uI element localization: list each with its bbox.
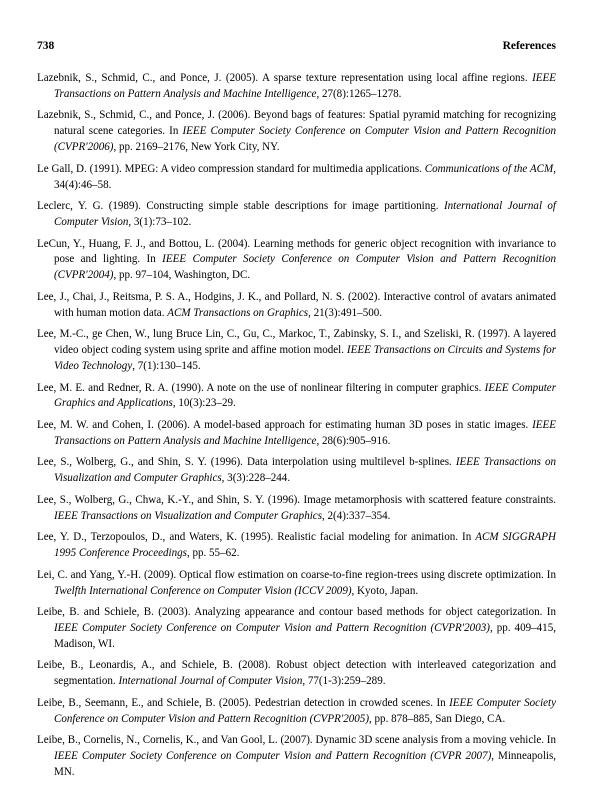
reference-list	[37, 71, 556, 786]
reference-details: , 34(4):46–58.	[54, 162, 557, 191]
reference-venue: IEEE Transactions on Pattern Analysis and Machine Intelligence	[54, 72, 556, 100]
reference-details: , pp. 878–885, San Diego, CA.	[369, 712, 506, 725]
reference-authors-title: Lee, M.-C., ge Chen, W., lung Bruce Lin, C., Gu, C., Markoc, T., Zabinsky, S. I., and Szeliski, R. (1997). A layered video object coding system using sprite and affine motion model.	[37, 328, 556, 357]
reference-venue: IEEE Computer Society Conference on Computer Vision and Pattern Recognition (CVPR 2007)	[54, 750, 492, 763]
reference-entry	[37, 71, 556, 103]
reference-entry	[37, 568, 556, 600]
reference-entry	[37, 381, 556, 413]
reference-details: , 27(8):1265–1278.	[316, 87, 402, 100]
reference-details: , Kyoto, Japan.	[351, 584, 419, 597]
reference-entry	[37, 455, 556, 487]
reference-venue: IEEE Transactions on Circuits and Systems for Video Technology	[54, 344, 556, 373]
reference-details: , 7(1):130–145.	[132, 360, 201, 373]
reference-entry	[37, 658, 556, 690]
reference-authors-title: Leibe, B., Seemann, E., and Schiele, B. (2005). Pedestrian detection in crowded scenes. In	[37, 696, 450, 709]
reference-venue: IEEE Computer Graphics and Applications	[54, 381, 556, 410]
reference-details: , pp. 409–415, Madison, WI.	[54, 621, 556, 650]
reference-details: , 21(3):491–500.	[308, 306, 383, 319]
reference-entry	[37, 493, 556, 525]
reference-details: , Minneapolis, MN.	[54, 750, 557, 778]
reference-authors-title: LeCun, Y., Huang, F. J., and Bottou, L. (2004). Learning methods for generic object recognition with invariance to pose and lighting. In	[37, 237, 556, 266]
reference-details: , 28(6):905–916.	[316, 434, 391, 447]
reference-entry	[37, 418, 556, 450]
reference-authors-title: Leibe, B., Leonardis, A., and Schiele, B. (2008). Robust object detection with interleaved categorization and segmentation.	[37, 659, 556, 688]
reference-entry	[37, 199, 556, 231]
reference-authors-title: Lei, C. and Yang, Y.-H. (2009). Optical flow estimation on coarse-to-fine region-trees using discrete optimization. In	[37, 568, 556, 581]
reference-entry	[37, 162, 556, 194]
page-number: 738	[37, 40, 55, 52]
reference-venue: International Journal of Computer Vision	[54, 200, 557, 229]
reference-details: , 3(1):73–102.	[128, 216, 192, 229]
reference-details: , 77(1-3):259–289.	[302, 675, 386, 688]
reference-venue: ACM SIGGRAPH 1995 Conference Proceedings	[54, 531, 556, 560]
reference-entry	[37, 733, 556, 781]
reference-authors-title: Lee, S., Wolberg, G., and Shin, S. Y. (1996). Data interpolation using multilevel b-splines.	[37, 456, 456, 469]
reference-authors-title: Leibe, B., Cornelis, N., Cornelis, K., and Van Gool, L. (2007). Dynamic 3D scene analysis from a moving vehicle. In	[37, 734, 556, 747]
reference-venue: IEEE Computer Society Conference on Computer Vision and Pattern Recognition (CVPR'2006)	[54, 125, 556, 154]
reference-details: , 10(3):23–29.	[172, 397, 236, 410]
reference-details: , pp. 55–62.	[186, 547, 240, 560]
page-header	[37, 38, 556, 54]
reference-authors-title: Lazebnik, S., Schmid, C., and Ponce, J. (2006). Beyond bags of features: Spatial pyramid matching for recognizing natural scene categories. In	[37, 109, 556, 138]
reference-details: , pp. 2169–2176, New York City, NY.	[113, 141, 280, 154]
reference-entry	[37, 696, 556, 728]
reference-entry	[37, 108, 556, 156]
reference-authors-title: Lee, M. E. and Redner, R. A. (1990). A note on the use of nonlinear filtering in computer graphics.	[37, 381, 485, 394]
reference-authors-title: Lazebnik, S., Schmid, C., and Ponce, J. (2005). A sparse texture representation using local affine regions.	[37, 72, 533, 84]
reference-details: , pp. 97–104, Washington, DC.	[113, 269, 251, 282]
reference-venue: IEEE Transactions on Visualization and Computer Graphics	[54, 509, 322, 522]
section-title: References	[502, 40, 556, 52]
reference-details: , 2(4):337–354.	[322, 509, 391, 522]
reference-venue: IEEE Computer Society Conference on Computer Vision and Pattern Recognition (CVPR'2004)	[54, 253, 556, 282]
reference-authors-title: Lee, M. W. and Cohen, I. (2006). A model-based approach for estimating human 3D poses in static images.	[37, 418, 533, 431]
reference-venue: IEEE Transactions on Pattern Analysis and Machine Intelligence	[54, 418, 556, 447]
reference-authors-title: Leclerc, Y. G. (1989). Constructing simple stable descriptions for image partitioning.	[37, 200, 444, 213]
reference-authors-title: Lee, S., Wolberg, G., Chwa, K.-Y., and Shin, S. Y. (1996). Image metamorphosis with scattered feature constraints.	[37, 493, 556, 506]
reference-entry	[37, 327, 556, 375]
reference-details: , 3(3):228–244.	[221, 472, 291, 485]
reference-venue: Twelfth International Conference on Computer Vision (ICCV 2009)	[54, 584, 352, 597]
reference-entry	[37, 605, 556, 653]
reference-venue: IEEE Computer Society Conference on Computer Vision and Pattern Recognition (CVPR'2005)	[54, 696, 557, 725]
reference-venue: IEEE Computer Society Conference on Computer Vision and Pattern Recognition (CVPR'2003)	[54, 621, 490, 634]
reference-venue: International Journal of Computer Vision	[118, 675, 303, 688]
reference-authors-title: Lee, J., Chai, J., Reitsma, P. S. A., Hodgins, J. K., and Pollard, N. S. (2002). Interactive control of avatars animated with human motion data.	[37, 290, 556, 319]
reference-entry	[37, 290, 556, 322]
reference-authors-title: Leibe, B. and Schiele, B. (2003). Analyzing appearance and contour based methods for object categorization. In	[37, 606, 556, 618]
reference-entry	[37, 237, 556, 285]
reference-entry	[37, 530, 556, 562]
reference-venue: IEEE Transactions on Visualization and Computer Graphics	[54, 456, 556, 485]
reference-authors-title: Lee, Y. D., Terzopoulos, D., and Waters, K. (1995). Realistic facial modeling for animation. In	[37, 531, 476, 544]
reference-venue: ACM Transactions on Graphics	[167, 306, 309, 319]
reference-authors-title: Le Gall, D. (1991). MPEG: A video compression standard for multimedia applications.	[37, 162, 425, 175]
reference-venue: Communications of the ACM	[424, 162, 554, 175]
